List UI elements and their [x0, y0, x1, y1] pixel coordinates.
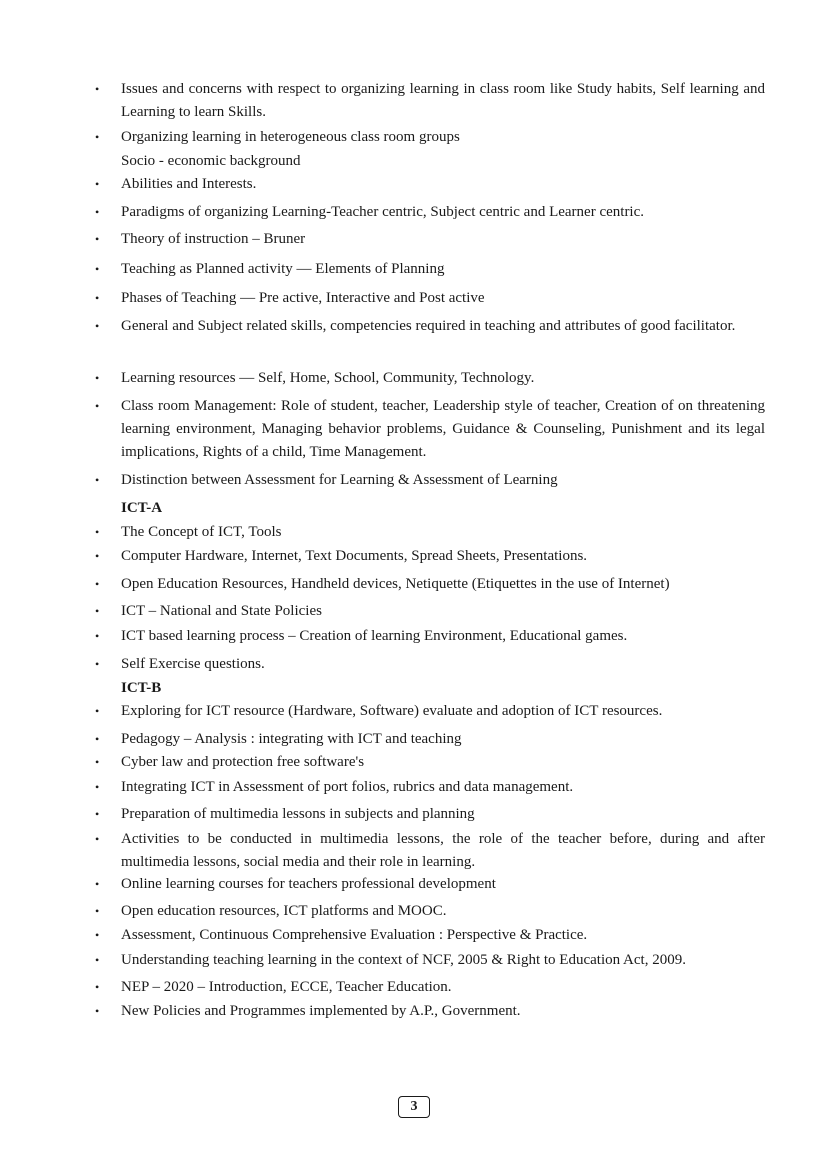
- bullet-icon: •: [95, 399, 100, 413]
- bullet-icon: •: [95, 82, 100, 96]
- bullet-icon: •: [95, 525, 100, 539]
- bullet-icon: •: [95, 604, 100, 618]
- list-item-text: Exploring for ICT resource (Hardware, Software) evaluate and adoption of ICT resources.: [121, 703, 663, 719]
- list-item-text: New Policies and Programmes implemented by A.P., Government.: [121, 1003, 521, 1019]
- bullet-icon: •: [95, 953, 100, 967]
- list-item-text: NEP – 2020 – Introduction, ECCE, Teacher Education.: [121, 979, 452, 995]
- section-heading: ICT-A: [121, 500, 163, 516]
- list-item-text: Learning resources — Self, Home, School, Community, Technology.: [121, 370, 535, 386]
- list-item-text: Online learning courses for teachers professional development: [121, 876, 496, 892]
- list-item-text: Understanding teaching learning in the context of NCF, 2005 & Right to Education Act, 2009.: [121, 952, 686, 968]
- list-item-text: Cyber law and protection free software's: [121, 754, 365, 770]
- bullet-icon: •: [95, 291, 100, 305]
- list-item-text: Assessment, Continuous Comprehensive Evaluation : Perspective & Practice.: [121, 927, 588, 943]
- list-item-text: Computer Hardware, Internet, Text Documents, Spread Sheets, Presentations.: [121, 548, 588, 564]
- list-item-text: Teaching as Planned activity — Elements of Planning: [121, 261, 445, 277]
- bullet-icon: •: [95, 755, 100, 769]
- bullet-icon: •: [95, 704, 100, 718]
- bullet-icon: •: [95, 319, 100, 333]
- bullet-icon: •: [95, 473, 100, 487]
- bullet-icon: •: [95, 177, 100, 191]
- bullet-icon: •: [95, 549, 100, 563]
- bullet-icon: •: [95, 877, 100, 891]
- list-item-text: Abilities and Interests.: [121, 176, 257, 192]
- bullet-icon: •: [95, 780, 100, 794]
- list-item-text: Open Education Resources, Handheld devices, Netiquette (Etiquettes in the use of Internet): [121, 576, 670, 592]
- bullet-icon: •: [95, 205, 100, 219]
- sub-item-text: Socio - economic background: [121, 153, 301, 169]
- list-item-text: Issues and concerns with respect to organizing learning in class room like Study habits, Self learning and Learning to learn Skills.: [121, 81, 765, 120]
- list-item-text: Class room Management: Role of student, teacher, Leadership style of teacher, Creation of on threatening learning environment, Managing behavior problems, Guidance & Counseling, Punishment and its legal implications, Rights of a child, Time Management.: [121, 398, 765, 460]
- bullet-icon: •: [95, 832, 100, 846]
- page-number: 3: [398, 1096, 430, 1118]
- list-item-text: Open education resources, ICT platforms and MOOC.: [121, 903, 447, 919]
- bullet-icon: •: [95, 980, 100, 994]
- list-item-text: Integrating ICT in Assessment of port folios, rubrics and data management.: [121, 779, 574, 795]
- list-item-text: Organizing learning in heterogeneous class room groups: [121, 129, 460, 145]
- list-item-text: ICT based learning process – Creation of learning Environment, Educational games.: [121, 628, 628, 644]
- bullet-icon: •: [95, 371, 100, 385]
- bullet-icon: •: [95, 1004, 100, 1018]
- bullet-icon: •: [95, 807, 100, 821]
- list-item-text: Self Exercise questions.: [121, 656, 265, 672]
- section-heading: ICT-B: [121, 680, 162, 696]
- list-item-text: Preparation of multimedia lessons in subjects and planning: [121, 806, 475, 822]
- bullet-icon: •: [95, 262, 100, 276]
- list-item-text: Phases of Teaching — Pre active, Interactive and Post active: [121, 290, 485, 306]
- list-item-text: Distinction between Assessment for Learning & Assessment of Learning: [121, 472, 558, 488]
- bullet-icon: •: [95, 629, 100, 643]
- bullet-icon: •: [95, 904, 100, 918]
- list-item-text: Pedagogy – Analysis : integrating with ICT and teaching: [121, 731, 462, 747]
- bullet-icon: •: [95, 232, 100, 246]
- list-item-text: ICT – National and State Policies: [121, 603, 322, 619]
- list-item-text: The Concept of ICT, Tools: [121, 524, 282, 540]
- bullet-icon: •: [95, 130, 100, 144]
- list-item-text: Activities to be conducted in multimedia lessons, the role of the teacher before, during and after multimedia lessons, social media and their role in learning.: [121, 831, 765, 870]
- list-item-text: Theory of instruction – Bruner: [121, 231, 306, 247]
- list-item-text: Paradigms of organizing Learning-Teacher centric, Subject centric and Learner centric.: [121, 204, 645, 220]
- bullet-icon: •: [95, 732, 100, 746]
- bullet-icon: •: [95, 657, 100, 671]
- bullet-icon: •: [95, 577, 100, 591]
- list-item-text: General and Subject related skills, competencies required in teaching and attributes of good facilitator.: [121, 318, 736, 334]
- bullet-icon: •: [95, 928, 100, 942]
